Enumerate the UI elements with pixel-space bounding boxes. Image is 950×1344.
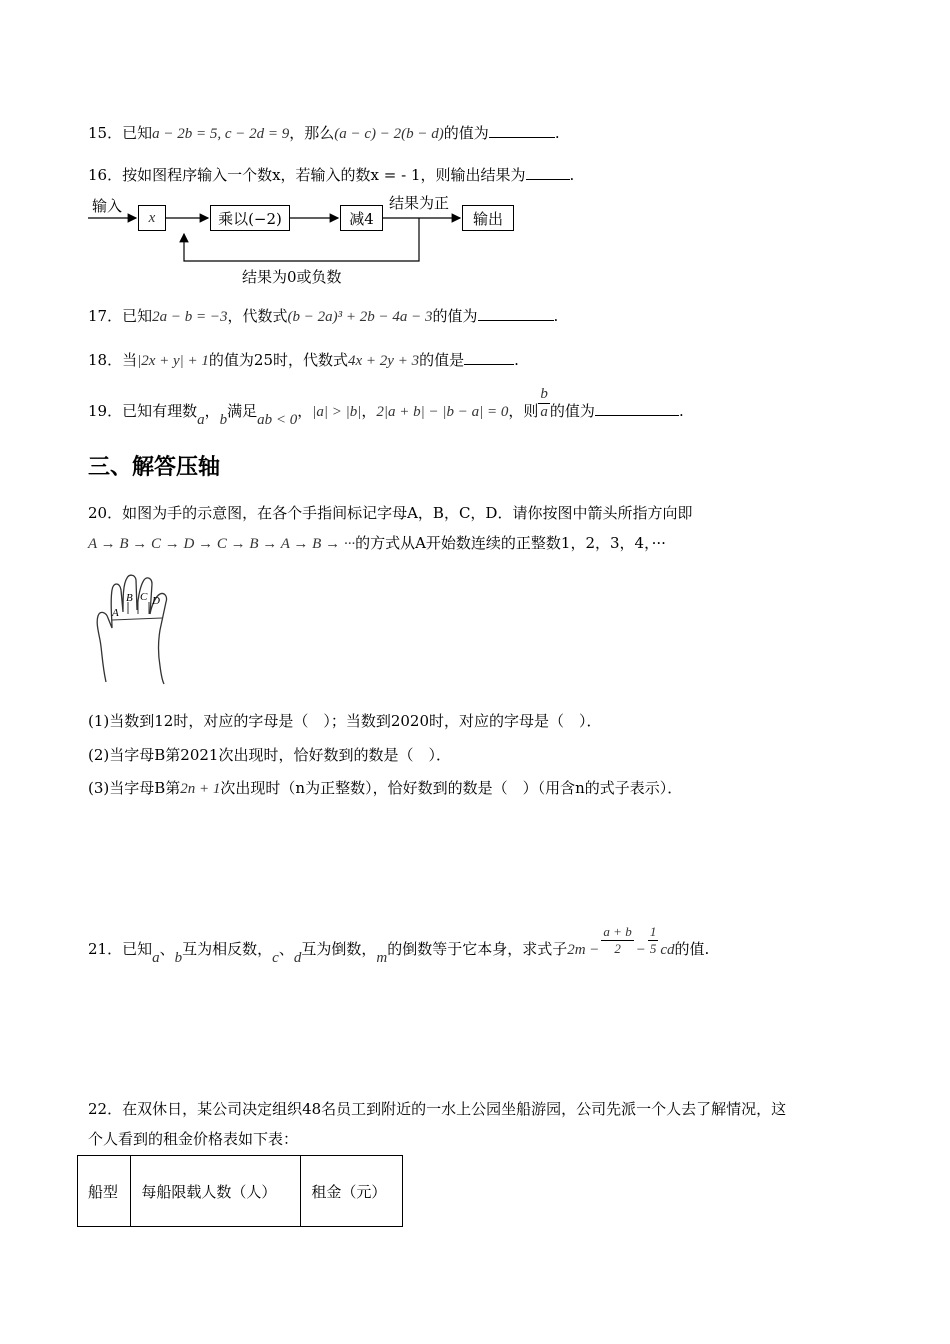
target-expression: 4x + 2y + 3 [348, 353, 420, 369]
text: 的值为 [443, 124, 489, 142]
question-17 [88, 305, 558, 326]
header-rent: 租金（元） [301, 1156, 403, 1227]
hand-diagram [92, 570, 184, 686]
count-expression: 2n + 1 [180, 781, 221, 797]
rent-price-table [77, 1155, 403, 1227]
var-b: b [174, 950, 183, 966]
numerator: b [540, 386, 548, 402]
text: (3)当字母B第 [88, 779, 181, 797]
question-18 [88, 349, 519, 370]
var-b: b [219, 412, 228, 428]
output-box: 输出 [462, 205, 514, 231]
text: . [553, 307, 559, 325]
denominator: a [540, 404, 548, 420]
loop-label: 结果为0或负数 [242, 268, 342, 286]
positive-result-label: 结果为正 [389, 194, 450, 212]
text: 在双休日，某公司决定组织48名员工到附近的一水上公园坐船游园，公司先派一个人去了解情况，这 [122, 1100, 787, 1118]
text: 按如图程序输入一个数x，若输入的数x = - 1，则输出结果为 [122, 166, 526, 184]
condition-2: |a| > |b| [312, 404, 362, 420]
question-number: 18． [88, 351, 123, 369]
counting-sequence: A → B → C → D → C → B → A → B → ··· [88, 536, 356, 552]
question-20-part-2: (2)当字母B第2021次出现时，恰好数到的数是（ ）． [88, 746, 451, 764]
text: 已知 [122, 307, 153, 325]
var-c: c [272, 950, 279, 966]
fraction-b-over-a [538, 386, 550, 421]
target-expression: (a − c) − 2(b − d) [334, 126, 444, 142]
question-number: 22． [88, 1100, 123, 1118]
question-number: 20． [88, 504, 123, 522]
text: 的值为 [549, 402, 595, 420]
text: 互为相反数， [182, 940, 273, 958]
text: ， [204, 402, 220, 420]
condition-expression: a − 2b = 5, c − 2d = 9 [152, 126, 290, 142]
text: 的方式从A开始数连续的正整数1，2，3，4，··· [355, 534, 666, 552]
input-label: 输入 [92, 197, 123, 215]
question-21 [88, 924, 709, 968]
expression-part: cd [660, 942, 675, 958]
text: ，代数式 [227, 307, 288, 325]
numerator: 1 [649, 924, 657, 939]
var-a: a [197, 412, 205, 428]
question-number: 21． [88, 940, 123, 958]
question-19: 19．已知有理数a，b满足ab < 0，|a| > |b|，2|a + b| − |b − a| = 0，则 $\frac{b}{a}$ 的值为 . [88, 386, 684, 428]
hand-letter-c: C [140, 591, 148, 603]
question-16 [88, 164, 574, 185]
question-number: 17． [88, 307, 123, 325]
condition-expression: 2a − b = −3 [152, 309, 228, 325]
text: 已知 [122, 124, 153, 142]
question-number: 19． [88, 402, 123, 420]
answer-blank[interactable] [478, 306, 554, 321]
question-20-line2 [88, 532, 666, 553]
denominator: 5 [649, 941, 657, 956]
text: 的值为25时，代数式 [208, 351, 349, 369]
multiply-box: 乘以(−2) [210, 205, 290, 231]
question-22-line2: 个人看到的租金价格表如下表： [88, 1130, 299, 1148]
text: 次出现时（n为正整数），恰好数到的数是（ ）（用含n的式子表示）． [220, 779, 683, 797]
condition-expression: |2x + y| + 1 [137, 353, 209, 369]
expression-part: 2m − [567, 942, 600, 958]
condition-3: 2|a + b| − |b − a| = 0 [376, 404, 509, 420]
question-20-part-1: (1)当数到12时，对应的字母是（ ）；当数到2020时，对应的字母是（ ）． [88, 712, 602, 730]
denominator: 2 [614, 941, 621, 956]
text: 满足 [227, 402, 258, 420]
text: 、 [278, 940, 294, 958]
question-15 [88, 122, 560, 143]
text: 的倒数等于它本身，求式子 [387, 940, 568, 958]
answer-blank[interactable] [464, 350, 514, 365]
text: 已知有理数 [122, 402, 198, 420]
hand-letter-d: D [152, 595, 160, 607]
fraction-a-plus-b-over-2 [601, 924, 633, 957]
text: 已知 [122, 940, 153, 958]
input-box: x [138, 205, 166, 231]
text: . [554, 124, 560, 142]
var-d: d [293, 950, 302, 966]
text: ，则 [508, 402, 539, 420]
numerator: a + b [603, 924, 632, 939]
condition-1: ab < 0 [257, 412, 298, 428]
answer-blank[interactable] [526, 165, 570, 180]
text: 如图为手的示意图，在各个手指间标记字母A，B，C，D．请你按图中箭头所指方向即 [122, 504, 693, 522]
hand-letter-b: B [126, 592, 133, 604]
hand-letter-a: A [112, 607, 119, 619]
text: 、 [159, 940, 175, 958]
text: 互为倒数， [301, 940, 377, 958]
header-capacity: 每船限载人数（人） [131, 1156, 301, 1227]
question-22-line1 [88, 1098, 786, 1119]
question-number: 16． [88, 166, 123, 184]
text: . [569, 166, 575, 184]
answer-blank[interactable] [489, 123, 555, 138]
text: . [678, 402, 684, 420]
table-row [78, 1156, 403, 1227]
header-boat-type: 船型 [78, 1156, 131, 1227]
question-20-part-3 [88, 777, 682, 798]
var-m: m [376, 950, 388, 966]
target-expression: (b − 2a)³ + 2b − 4a − 3 [287, 309, 433, 325]
program-flowchart [86, 192, 526, 292]
fraction-1-over-5 [648, 924, 659, 957]
question-20-line1 [88, 502, 692, 523]
text: 的值. [674, 940, 710, 958]
text: 的值为 [432, 307, 478, 325]
text: ，那么 [289, 124, 335, 142]
answer-blank[interactable] [595, 401, 679, 416]
var-a: a [152, 950, 160, 966]
text: 的值是 [419, 351, 465, 369]
text: . [514, 351, 519, 369]
question-number: 15． [88, 124, 123, 142]
section-title: 三、解答压轴 [88, 455, 221, 480]
subtract-box: 减4 [340, 205, 383, 231]
text: 当 [122, 351, 138, 369]
expression-part: − [635, 942, 646, 958]
